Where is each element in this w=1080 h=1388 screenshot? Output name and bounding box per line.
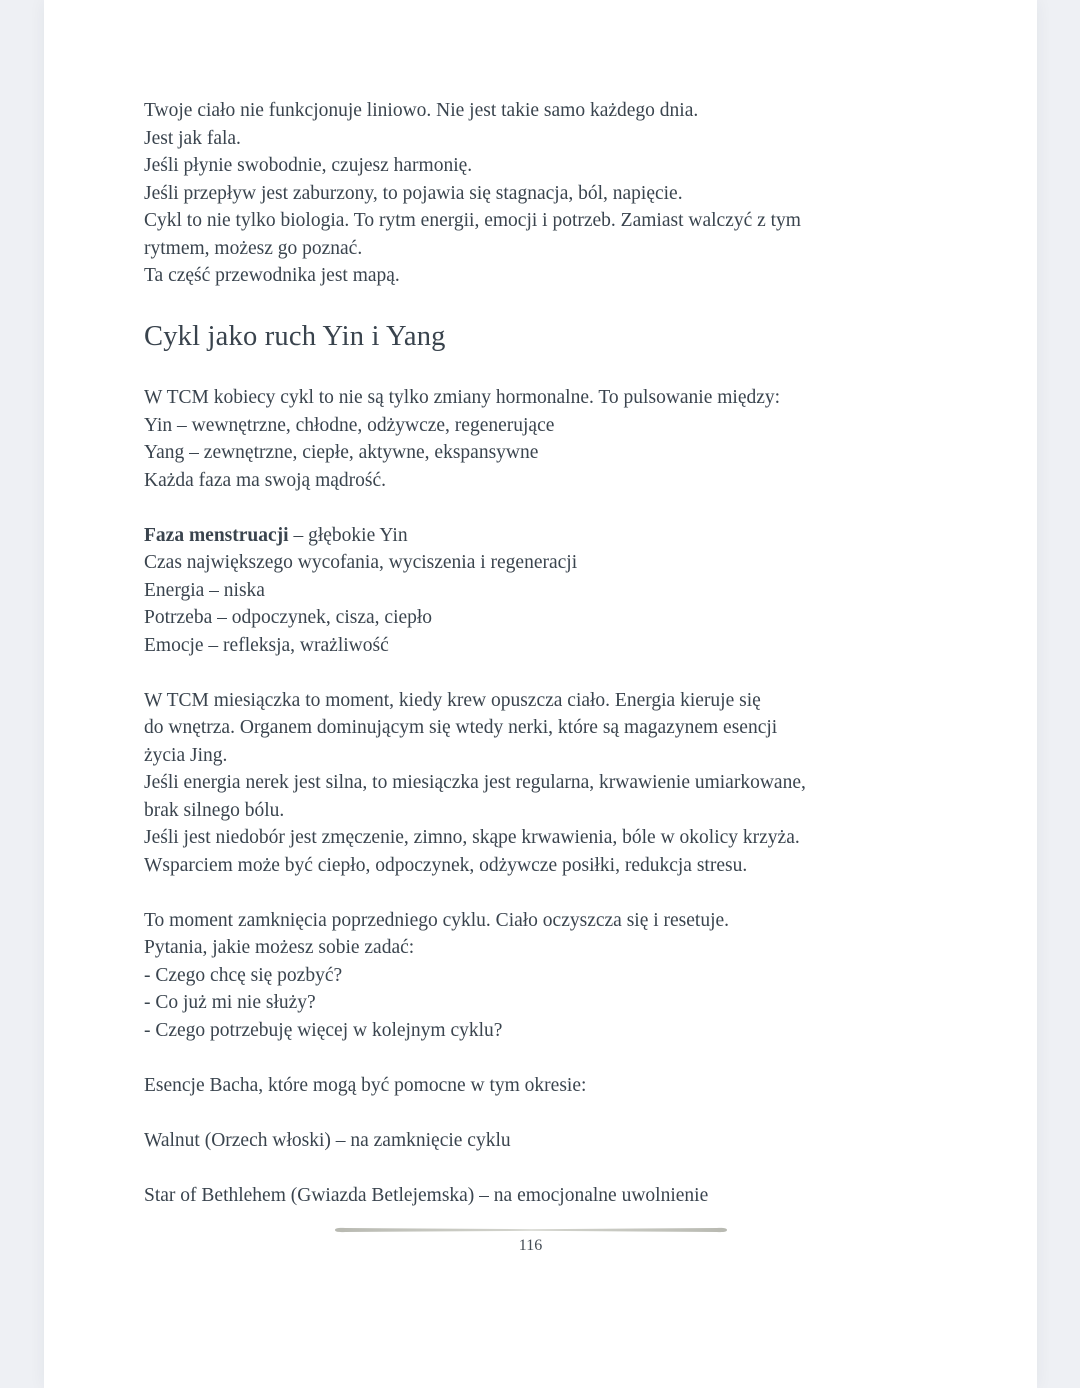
text-line: Yang – zewnętrzne, ciepłe, aktywne, ekspansywne: [144, 442, 539, 463]
phase-title-rest: – głębokie Yin: [288, 524, 408, 546]
text-line: rytmem, możesz go poznać.: [144, 237, 363, 259]
page-number: 116: [518, 1237, 543, 1254]
text-line: W TCM miesiączka to moment, kiedy krew opuszcza ciało. Energia kieruje się: [144, 689, 761, 711]
text-line: Esencje Bacha, które mogą być pomocne w tym okresie:: [144, 1074, 587, 1096]
text-line: Jeśli jest niedobór jest zmęczenie, zimno, skąpe krwawienia, bóle w okolicy krzyża.: [144, 827, 800, 848]
text-line: Wsparciem może być ciepło, odpoczynek, odżywcze posiłki, redukcja stresu.: [144, 854, 748, 876]
page-content: [144, 97, 954, 1237]
text-line: życia Jing.: [144, 744, 228, 766]
text-line: Emocje – refleksja, wrażliwość: [144, 634, 389, 656]
paragraph-walnut: [144, 1127, 954, 1155]
text-line: To moment zamknięcia poprzedniego cyklu. Ciało oczyszcza się i resetuje.: [144, 909, 730, 931]
text-line: Star of Bethlehem (Gwiazda Betlejemska) – na emocjonalne uwolnienie: [144, 1184, 709, 1206]
paragraph-questions: [144, 907, 954, 1045]
text-line: Każda faza ma swoją mądrość.: [144, 469, 387, 491]
text-line: Jest jak fala.: [144, 127, 241, 149]
paragraph-bach-essences: [144, 1072, 954, 1100]
text-line: Jeśli płynie swobodnie, czujesz harmonię.: [144, 155, 473, 176]
paragraph-tcm-details: [144, 687, 954, 880]
text-line: Energia – niska: [144, 579, 265, 601]
page-footer: [44, 1227, 1037, 1255]
paragraph-intro: [144, 97, 954, 290]
text-line: - Czego potrzebuję więcej w kolejnym cyklu?: [144, 1019, 503, 1041]
phase-title-bold: Faza menstruacji: [144, 524, 289, 546]
paragraph-menstruation-phase: [144, 522, 954, 660]
text-line: Potrzeba – odpoczynek, cisza, ciepło: [144, 607, 433, 628]
text-line: [144, 522, 954, 550]
text-line: Jeśli energia nerek jest silna, to miesiączka jest regularna, krwawienie umiarkowane,: [144, 772, 806, 793]
paragraph-star-of-bethlehem: [144, 1182, 954, 1210]
text-line: W TCM kobiecy cykl to nie są tylko zmiany hormonalne. To pulsowanie między:: [144, 387, 781, 408]
text-line: do wnętrza. Organem dominującym się wtedy nerki, które są magazynem esencji: [144, 717, 778, 738]
section-heading: Cykl jako ruch Yin i Yang: [144, 321, 446, 352]
document-page: [44, 0, 1037, 1388]
paragraph-yin-yang: [144, 384, 954, 494]
text-line: Cykl to nie tylko biologia. To rytm energii, emocji i potrzeb. Zamiast walczyć z tym: [144, 210, 801, 231]
text-line: Walnut (Orzech włoski) – na zamknięcie cyklu: [144, 1129, 511, 1151]
text-line: Jeśli przepływ jest zaburzony, to pojawia się stagnacja, ból, napięcie.: [144, 182, 683, 204]
text-line: Ta część przewodnika jest mapą.: [144, 265, 400, 286]
text-line: brak silnego bólu.: [144, 799, 285, 821]
footer-divider: [331, 1227, 731, 1233]
text-line: Czas największego wycofania, wyciszenia i regeneracji: [144, 552, 578, 573]
text-line: - Czego chcę się pozbyć?: [144, 964, 343, 986]
text-line: Twoje ciało nie funkcjonuje liniowo. Nie jest takie samo każdego dnia.: [144, 100, 699, 121]
text-line: - Co już mi nie służy?: [144, 992, 316, 1013]
phase-details: [144, 549, 954, 659]
text-line: Yin – wewnętrzne, chłodne, odżywcze, regenerujące: [144, 414, 555, 436]
text-line: Pytania, jakie możesz sobie zadać:: [144, 937, 415, 958]
